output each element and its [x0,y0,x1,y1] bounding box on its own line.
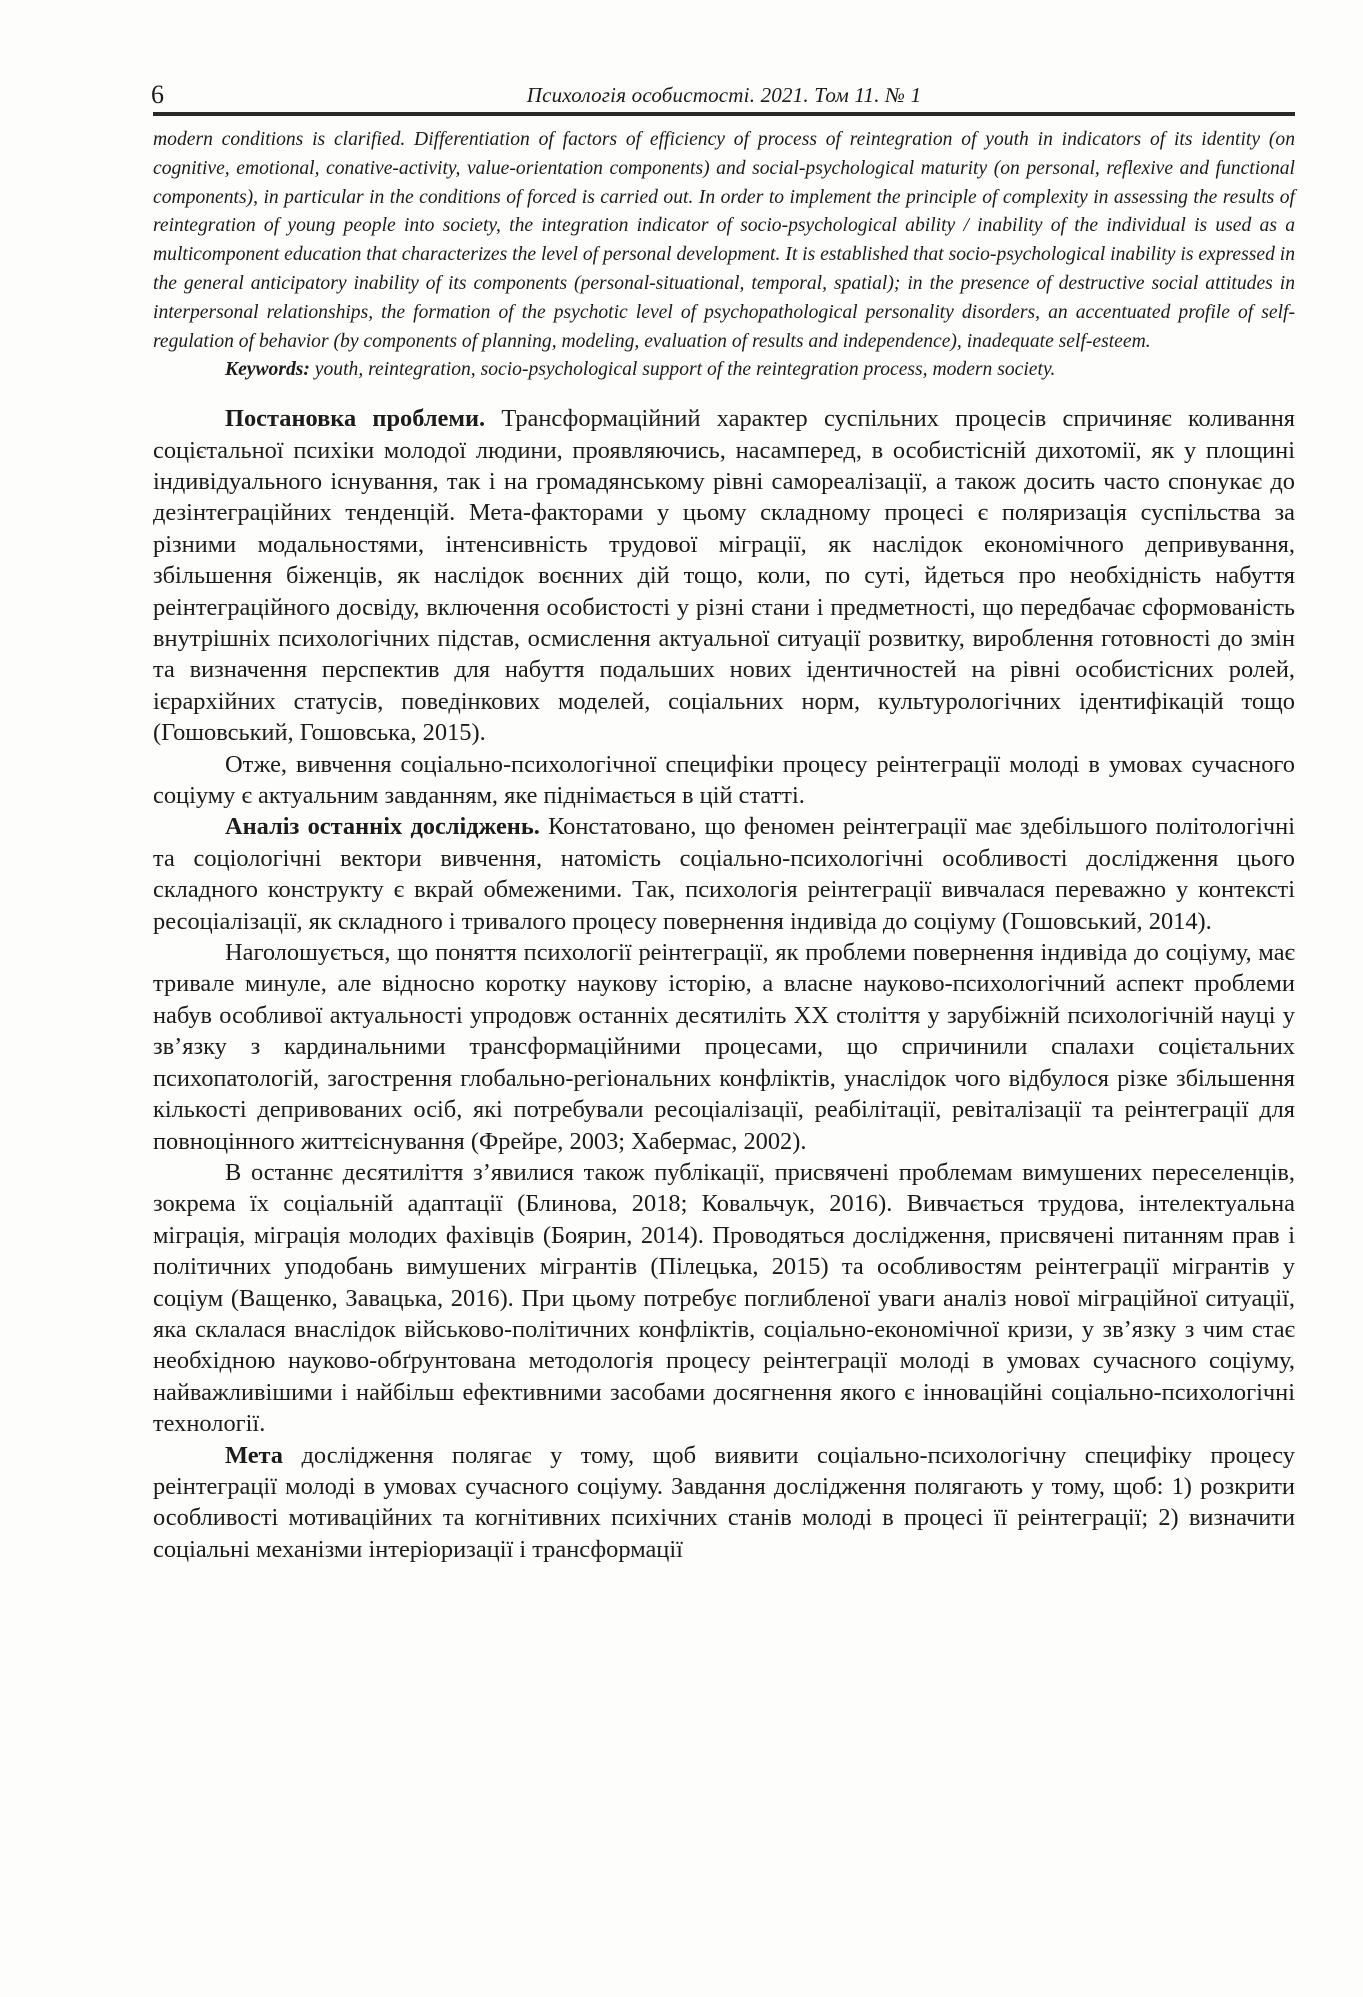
paragraph-text: Трансформаційний характер суспільних процесів спричиняє коливання соцієтальної психіки молодої людини, проявляючись, насамперед, в особистісній дихотомії, як у площині індивідуального існування, так і на громадянському рівні самореалізації, а також досить часто спонукає до дезінтеграційних тенденцій. Мета-факторами у цьому складному процесі є поляризація суспільства за різними модальностями, інтенсивність трудової міграції, як наслідок економічного депривування, збільшення біженців, як наслідок воєнних дій тощо, коли, по суті, йдеться про необхідність набуття реінтеграційного досвіду, включення особистості у різні стани і предметності, що передбачає сформованість внутрішніх психологічних підстав, осмислення актуальної ситуації розвитку, вироблення готовності до змін та визначення перспектив для набуття подальших нових ідентичностей на рівні особистісних ролей, ієрархійних статусів, поведінкових моделей, соціальних норм, культурологічних ідентифікацій тощо (Гошовський, Гошовська, 2015). [153,405,1295,747]
keywords-line [153,356,1295,385]
section-heading-analysis: Аналіз останніх досліджень. [225,813,540,841]
paragraph-text: дослідження полягає у тому, щоб виявити соціально-психологічну специфіку процесу реінтеграції молоді в умовах сучасного соціуму. Завдання дослідження полягають у тому, щоб: 1) розкрити особливості мотиваційних та когнітивних психічних станів молоді в процесі її реінтеграції; 2) визначити соціальні механізми інтеріоризації і трансформації [153,1441,1295,1563]
page-number: 6 [151,80,164,109]
section-heading-goal: Мета [225,1441,283,1469]
abstract-section [153,126,1295,385]
keywords-label: Keywords: [225,359,310,381]
paragraph-recent-publications: В останнє десятиліття з’явилися також публікації, присвячені проблемам вимушених переселенців, зокрема їх соціальній адаптації (Блинова, 2018; Ковальчук, 2016). Вивчається трудова, інтелектуальна міграція, міграція молодих фахівців (Боярин, 2014). Проводяться дослідження, присвячені питанням прав і політичних уподобань вимушених мігрантів (Пілецька, 2015) та особливостям реінтеграції мігрантів у соціум (Ващенко, Завацька, 2016). При цьому потребує поглибленої уваги аналіз нової міграційної ситуації, яка склалася внаслідок військово-політичних конфліктів, соціально-економічної кризи, у зв’язку з чим стає необхідною науково-обґрунтована методологія процесу реінтеграції молоді в умовах сучасного соціуму, найважливішими і найбільш ефективними засобами досягнення якого є інноваційні соціально-психологічні технології. [153,1158,1295,1438]
running-title: Психологія особистості. 2021. Том 11. № 1 [526,83,922,107]
paragraph-relevance: Отже, вивчення соціально-психологічної специфіки процесу реінтеграції молоді в умовах сучасного соціуму є актуальним завданням, яке піднімається в цій статті. [153,750,1295,810]
page-header [153,78,1295,116]
abstract-text: modern conditions is clarified. Differentiation of factors of efficiency of process of reintegration of youth in indicators of its identity (on cognitive, emotional, conative-activity, value-orientation components) and social-psychological maturity (on personal, reflexive and functional components), in particular in the conditions of forced is carried out. In order to implement the principle of complexity in assessing the results of reintegration of young people into society, the integration indicator of socio-psychological ability / inability of the individual is used as a multicomponent education that characterizes the level of personal development. It is established that socio-psychological inability is expressed in the general anticipatory inability of its components (personal-situational, temporal, spatial); in the presence of destructive social attitudes in interpersonal relationships, the formation of the psychotic level of psychopathological personality disorders, an accentuated profile of self-regulation of behavior (by components of planning, modeling, evaluation of results and independence), inadequate self-esteem. [153,129,1296,352]
section-heading-problem: Постановка проблеми. [225,405,486,433]
paragraph-reintegration-history: Наголошується, що поняття психології реінтеграції, як проблеми повернення індивіда до соціуму, має тривале минуле, але відносно коротку наукову історію, а власне науково-психологічний аспект проблеми набув особливої актуальності упродовж останніх десятиліть XX століття у зарубіжній психологічній науці у зв’язку з кардинальними трансформаційними процесами, що спричинили спалахи соцієтальних психопатологій, загострення глобально-регіональних конфліктів, унаслідок чого відбулося різке збільшення кількості депривованих осіб, які потребували ресоціалізації, реабілітації, ревіталізації та реінтеграції для повноцінного життєіснування (Фрейре, 2003; Хабермас, 2002). [153,939,1295,1155]
paragraph-literature-review [153,811,1295,937]
article-body [153,403,1295,1565]
paragraph-problem-statement [153,403,1295,748]
paragraph-text: Констатовано, що феномен реінтеграції має здебільшого політологічні та соціологічні вектори вивчення, натомість соціально-психологічні особливості дослідження цього складного конструкту є вкрай обмеженими. Так, психологія реінтеграції вивчалася переважно у контексті ресоціалізації, як складного і тривалого процесу повернення індивіда до соціуму (Гошовський, 2014). [153,813,1295,935]
paragraph-research-goal [153,1440,1295,1566]
keywords-text: youth, reintegration, socio-psychological support of the reintegration process, modern society. [309,359,1056,381]
journal-page [153,78,1295,1565]
